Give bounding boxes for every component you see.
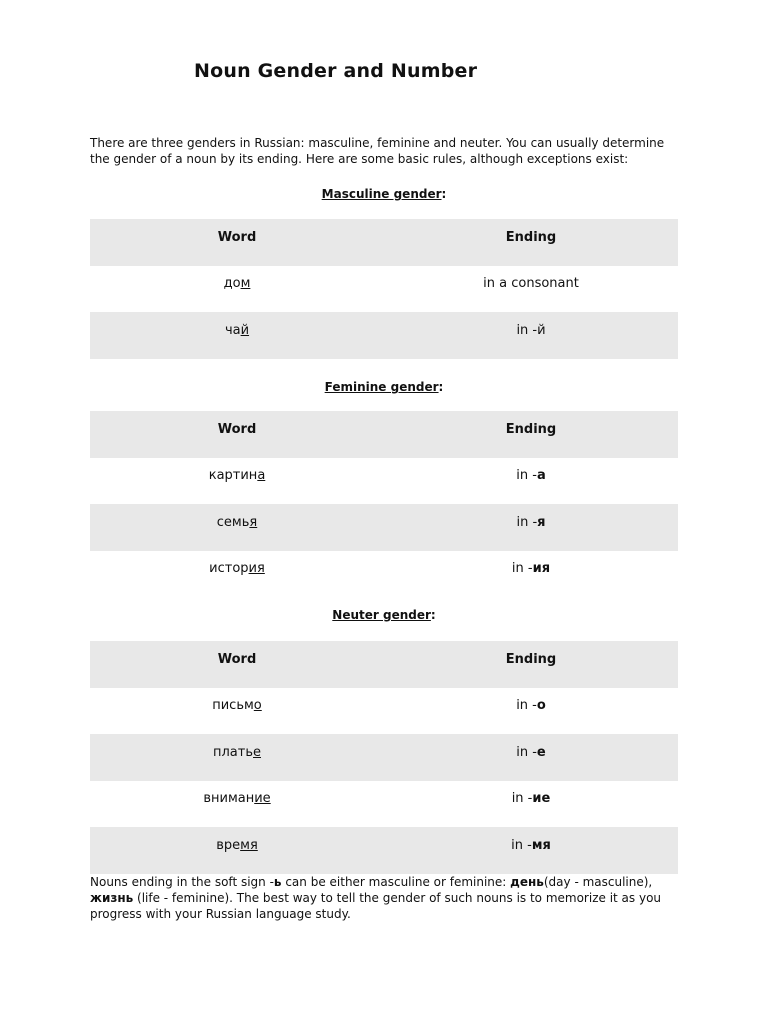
table-row [90,551,678,598]
ending-cell [384,781,678,828]
ending-prefix: in - [516,468,537,484]
feminine-heading [90,380,678,394]
word-ending-underlined: мя [240,837,258,853]
word-ending-underlined: е [253,744,261,760]
closing-text: Nouns ending in the soft sign - [90,875,274,889]
ending-prefix: in - [516,514,538,530]
ending-prefix: in - [511,791,533,807]
example-word-zhizn: жизнь [90,891,134,905]
ending-cell [384,734,678,781]
masculine-table [90,219,678,359]
feminine-table [90,411,678,597]
neuter-heading [90,608,678,622]
word-column-header: Word [217,421,257,437]
table-header-row [90,641,678,688]
word-column-header: Word [217,229,257,245]
closing-text: (life - feminine). The best way to tell the gender of such nouns is to memorize it as you progress with your Russian language study. [90,891,662,921]
table-row [90,312,678,359]
word-stem: плать [212,744,253,760]
word-cell [90,458,384,505]
word-stem: письм [212,698,254,714]
ending-prefix: in - [511,561,533,577]
table-row [90,458,678,505]
ending-letters: е [536,744,546,760]
word-cell [90,312,384,359]
ending-letters: я [537,514,546,530]
ending-column-header: Ending [505,421,557,437]
word-cell [90,266,384,313]
neuter-table [90,641,678,874]
word-ending-underlined: о [253,698,262,714]
ending-prefix: in - [516,698,537,714]
word-ending-underlined: а [257,468,266,484]
ending-letters: а [536,468,546,484]
intro-paragraph: There are three genders in Russian: masculine, feminine and neuter. You can usually determine the gender of a noun by its ending. Here are some basic rules, although exceptions exist: [90,136,665,166]
word-ending-underlined: й [240,322,250,338]
table-row [90,504,678,551]
ending-cell [384,688,678,735]
ending-cell [384,458,678,505]
ending-cell [384,551,678,598]
ending-cell [384,827,678,874]
word-ending-underlined: ие [254,791,271,807]
ending-column-header: Ending [505,651,557,667]
word-stem: семь [216,514,250,530]
ending-text: in a consonant [483,276,579,292]
soft-sign: ь [273,875,282,889]
word-cell [90,734,384,781]
word-stem: вре [216,837,241,853]
word-stem: до [223,276,241,292]
ending-cell [384,504,678,551]
table-row [90,781,678,828]
table-header-row [90,219,678,266]
ending-letters: мя [531,837,551,853]
word-cell [90,688,384,735]
word-stem: ча [224,322,241,338]
ending-letters: ие [532,791,551,807]
masculine-heading-text: Masculine gender [321,187,442,201]
ending-column-header: Ending [505,229,557,245]
word-stem: картин [208,468,258,484]
page-title: Noun Gender and Number [194,60,478,82]
word-cell [90,504,384,551]
example-word-den: день [510,875,544,889]
masculine-heading-colon: : [441,187,447,201]
table-row [90,266,678,313]
word-cell [90,827,384,874]
closing-text: (day - masculine), [543,875,653,889]
word-cell [90,551,384,598]
feminine-heading-colon: : [438,380,444,394]
ending-prefix: in - [516,744,537,760]
feminine-heading-text: Feminine gender [324,380,439,394]
table-row [90,827,678,874]
table-row [90,734,678,781]
neuter-heading-colon: : [430,608,436,622]
closing-text: can be either masculine or feminine: [281,875,511,889]
word-ending-underlined: ия [248,561,265,577]
closing-paragraph [90,874,680,922]
table-row [90,688,678,735]
ending-letters: ия [532,561,551,577]
word-cell [90,781,384,828]
ending-cell [384,312,678,359]
table-header-row [90,411,678,458]
word-stem: вниман [203,791,255,807]
word-stem: истор [209,561,249,577]
ending-prefix: in - [511,837,532,853]
ending-text: in -й [516,322,546,338]
masculine-heading [90,187,678,201]
ending-cell [384,266,678,313]
neuter-heading-text: Neuter gender [332,608,431,622]
word-ending-underlined: м [240,276,251,292]
word-ending-underlined: я [249,514,258,530]
ending-letters: о [536,698,546,714]
word-column-header: Word [217,651,257,667]
